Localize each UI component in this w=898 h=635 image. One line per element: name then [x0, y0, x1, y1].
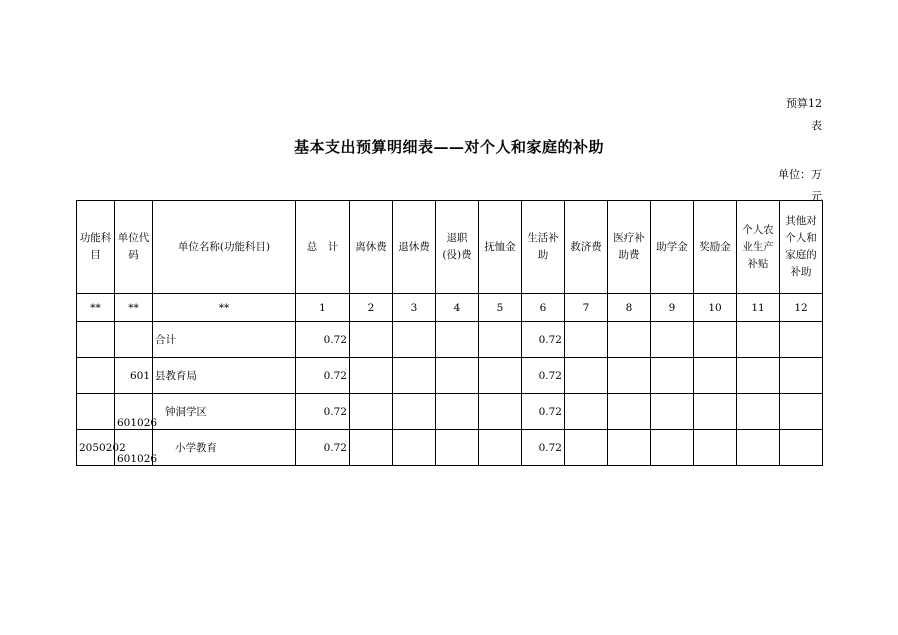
empty-cell: [350, 322, 393, 358]
empty-cell: [651, 322, 694, 358]
table-row: [77, 358, 823, 394]
empty-cell: [694, 394, 737, 430]
header-resignation: 退职(役)费: [436, 201, 479, 294]
unit-label-line2: 元: [811, 190, 822, 203]
table-row-total: [77, 322, 823, 358]
index-cell: 11: [737, 294, 780, 322]
unit-name-cell: 合计: [153, 322, 296, 358]
empty-cell: [479, 358, 522, 394]
empty-cell: [608, 322, 651, 358]
func-subject-cell: [77, 322, 115, 358]
unit-name-cell: 钟洞学区: [153, 394, 296, 430]
empty-cell: [479, 394, 522, 430]
header-other-subsidy: 其他对个人和家庭的补助: [780, 201, 823, 294]
form-number-line1: 预算12: [786, 97, 822, 110]
unit-name-cell: 小学教育: [153, 430, 296, 466]
empty-cell: [737, 394, 780, 430]
header-pension: 抚恤金: [479, 201, 522, 294]
empty-cell: [565, 322, 608, 358]
unit-code-cell: 601026: [115, 394, 153, 430]
empty-cell: [479, 322, 522, 358]
empty-cell: [780, 430, 823, 466]
func-subject-cell: 2050202: [77, 430, 115, 466]
empty-cell: [651, 394, 694, 430]
index-cell: 3: [393, 294, 436, 322]
empty-cell: [608, 394, 651, 430]
header-unit-code: 单位代码: [115, 201, 153, 294]
empty-cell: [651, 430, 694, 466]
index-cell: **: [153, 294, 296, 322]
form-number-line2: 表: [811, 119, 822, 132]
header-retirement-lixiu: 离休费: [350, 201, 393, 294]
index-cell: 12: [780, 294, 823, 322]
unit-code-cell: 601026: [115, 430, 153, 466]
empty-cell: [737, 322, 780, 358]
index-cell: 9: [651, 294, 694, 322]
empty-cell: [350, 358, 393, 394]
unit-code-cell: 601: [115, 358, 153, 394]
header-student-aid: 助学金: [651, 201, 694, 294]
empty-cell: [436, 358, 479, 394]
empty-cell: [393, 322, 436, 358]
empty-cell: [565, 430, 608, 466]
index-cell: **: [77, 294, 115, 322]
empty-cell: [436, 394, 479, 430]
total-cell: 0.72: [296, 358, 350, 394]
empty-cell: [350, 394, 393, 430]
unit-name-cell: 县教育局: [153, 358, 296, 394]
header-medical-subsidy: 医疗补助费: [608, 201, 651, 294]
empty-cell: [694, 322, 737, 358]
header-row: [77, 201, 823, 294]
total-cell: 0.72: [296, 322, 350, 358]
total-cell: 0.72: [296, 430, 350, 466]
header-agri-subsidy: 个人农业生产补贴: [737, 201, 780, 294]
header-living-subsidy: 生活补助: [522, 201, 565, 294]
empty-cell: [436, 430, 479, 466]
living-subsidy-cell: 0.72: [522, 322, 565, 358]
page-title: 基本支出预算明细表——对个人和家庭的补助: [293, 138, 604, 156]
budget-table: [76, 200, 823, 466]
index-cell: 1: [296, 294, 350, 322]
index-cell: 8: [608, 294, 651, 322]
form-number: [786, 93, 822, 137]
empty-cell: [694, 358, 737, 394]
empty-cell: [737, 358, 780, 394]
index-cell: 5: [479, 294, 522, 322]
header-total: 总 计: [296, 201, 350, 294]
empty-cell: [393, 394, 436, 430]
empty-cell: [393, 430, 436, 466]
header-unit-name: 单位名称(功能科目): [153, 201, 296, 294]
index-cell: **: [115, 294, 153, 322]
header-reward: 奖励金: [694, 201, 737, 294]
empty-cell: [737, 430, 780, 466]
empty-cell: [393, 358, 436, 394]
table-row: [77, 394, 823, 430]
index-row: [77, 294, 823, 322]
header-relief: 救济费: [565, 201, 608, 294]
func-subject-cell: [77, 358, 115, 394]
total-cell: 0.72: [296, 394, 350, 430]
unit-label-line1: 单位：万: [778, 168, 822, 181]
empty-cell: [565, 358, 608, 394]
empty-cell: [780, 322, 823, 358]
living-subsidy-cell: 0.72: [522, 394, 565, 430]
empty-cell: [694, 430, 737, 466]
empty-cell: [780, 358, 823, 394]
living-subsidy-cell: 0.72: [522, 430, 565, 466]
unit-code-cell: [115, 322, 153, 358]
empty-cell: [780, 394, 823, 430]
empty-cell: [350, 430, 393, 466]
header-func-subject: 功能科目: [77, 201, 115, 294]
empty-cell: [479, 430, 522, 466]
index-cell: 6: [522, 294, 565, 322]
index-cell: 2: [350, 294, 393, 322]
empty-cell: [608, 358, 651, 394]
func-subject-cell: [77, 394, 115, 430]
living-subsidy-cell: 0.72: [522, 358, 565, 394]
header-retirement-tuixiu: 退休费: [393, 201, 436, 294]
index-cell: 4: [436, 294, 479, 322]
index-cell: 10: [694, 294, 737, 322]
empty-cell: [436, 322, 479, 358]
empty-cell: [608, 430, 651, 466]
empty-cell: [565, 394, 608, 430]
empty-cell: [651, 358, 694, 394]
table-row: [77, 430, 823, 466]
index-cell: 7: [565, 294, 608, 322]
